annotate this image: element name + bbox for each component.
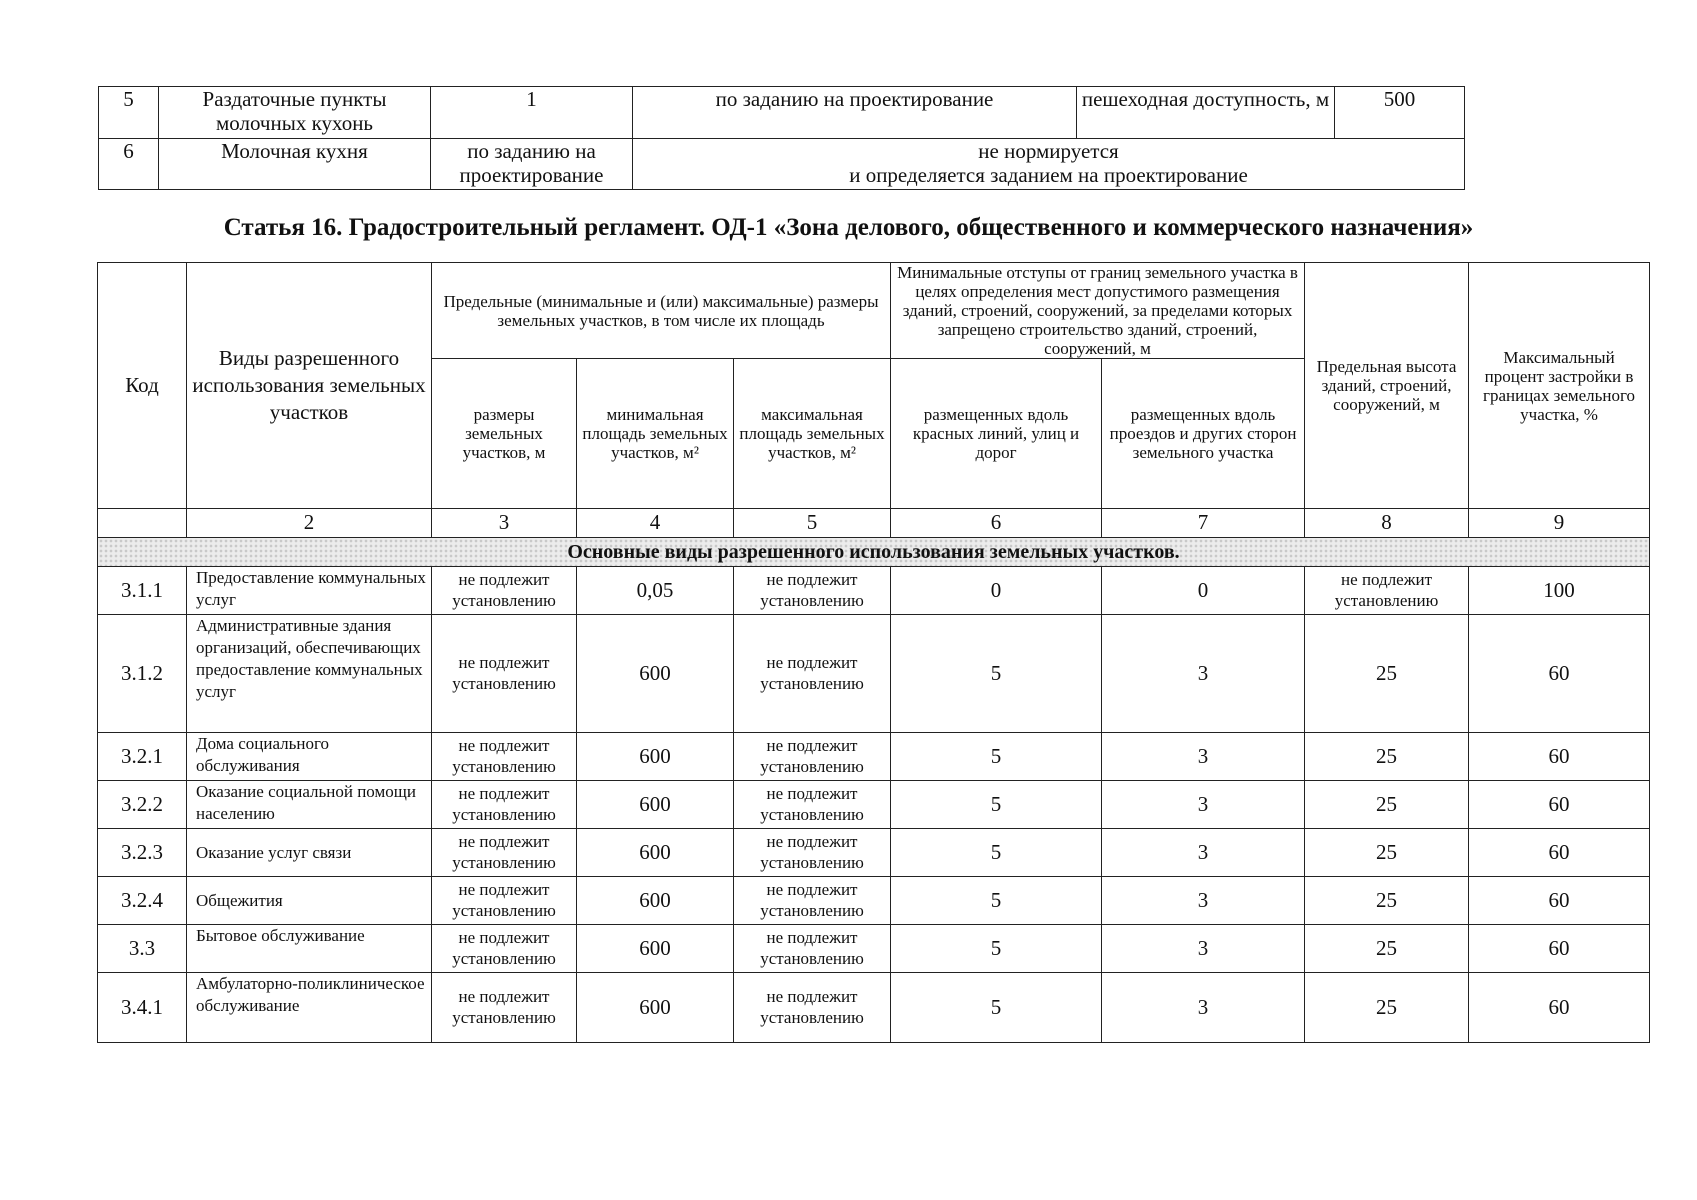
max-height: 25 [1305,829,1469,877]
column-number: 9 [1469,509,1650,538]
use-name: Общежития [187,877,432,925]
plot-size: не подлежит установлению [432,733,577,781]
max-area: не подлежит установлению [734,733,891,781]
max-area: не подлежит установлению [734,781,891,829]
use-name: Бытовое обслуживание [187,925,432,973]
use-code: 3.2.3 [98,829,187,877]
column-number: 5 [734,509,891,538]
header-max-area: максимальная площадь земельных участков, м² [734,359,891,509]
previous-table [98,86,1465,190]
plot-size: не подлежит установлению [432,781,577,829]
min-area: 600 [577,615,734,733]
setback-other: 3 [1102,925,1305,973]
header-setback-red-lines: размещенных вдоль красных линий, улиц и дорог [891,359,1102,509]
table-row [98,877,1650,925]
max-coverage: 60 [1469,925,1650,973]
table-row [98,733,1650,781]
header-min-area: минимальная площадь земельных участков, м² [577,359,734,509]
max-coverage: 60 [1469,733,1650,781]
setback-red-lines: 5 [891,877,1102,925]
max-height: 25 [1305,877,1469,925]
use-code: 3.1.1 [98,567,187,615]
header-plot-limits: Предельные (минимальные и (или) максимальные) размеры земельных участков, в том числе их площадь [432,263,891,359]
norm-value: по заданию на проектирование [431,139,633,190]
column-number: 3 [432,509,577,538]
note-line: и определяется заданием на проектирование [849,163,1248,188]
setback-red-lines: 5 [891,829,1102,877]
setback-red-lines: 5 [891,781,1102,829]
header-code: Код [98,263,187,509]
min-area: 600 [577,973,734,1043]
max-area: не подлежит установлению [734,615,891,733]
setback-other: 3 [1102,829,1305,877]
max-height: 25 [1305,973,1469,1043]
use-name: Амбулаторно-поликлиническое обслуживание [187,973,432,1043]
use-code: 3.2.1 [98,733,187,781]
column-number: 2 [187,509,432,538]
max-area: не подлежит установлению [734,925,891,973]
use-code: 3.3 [98,925,187,973]
basis: по заданию на проектирование [633,87,1077,139]
min-area: 600 [577,925,734,973]
header-setbacks: Минимальные отступы от границ земельного участка в целях определения мест допустимого размещения зданий, строений, сооружений, за пределами которых запрещено строительство зданий, строений, сооружений, м [891,263,1305,359]
use-name: Дома социального обслуживания [187,733,432,781]
column-number: 7 [1102,509,1305,538]
max-area: не подлежит установлению [734,877,891,925]
min-area: 600 [577,829,734,877]
table-row [99,139,1465,190]
column-number-row [98,509,1650,538]
plot-size: не подлежит установлению [432,877,577,925]
max-area: не подлежит установлению [734,829,891,877]
max-area: не подлежит установлению [734,973,891,1043]
use-name: Оказание социальной помощи населению [187,781,432,829]
max-coverage: 60 [1469,781,1650,829]
facility-name: Раздаточные пункты молочных кухонь [159,87,431,139]
column-number [98,509,187,538]
header-setback-other: размещенных вдоль проездов и других сторон земельного участка [1102,359,1305,509]
plot-size: не подлежит установлению [432,829,577,877]
use-name: Административные здания организаций, обеспечивающих предоставление коммунальных услуг [187,615,432,733]
setback-other: 0 [1102,567,1305,615]
setback-other: 3 [1102,733,1305,781]
indicator-value: 500 [1335,87,1465,139]
header-use-types: Виды разрешенного использования земельных участков [187,263,432,509]
setback-other: 3 [1102,973,1305,1043]
article-title: Статья 16. Градостроительный регламент. ОД-1 «Зона делового, общественного и коммерческого назначения» [223,214,1474,241]
setback-red-lines: 5 [891,973,1102,1043]
section-title: Основные виды разрешенного использования земельных участков. [98,538,1650,567]
plot-size: не подлежит установлению [432,567,577,615]
plot-size: не подлежит установлению [432,973,577,1043]
table-row [98,829,1650,877]
use-code: 3.2.4 [98,877,187,925]
setback-red-lines: 5 [891,733,1102,781]
min-area: 600 [577,877,734,925]
use-name: Предоставление коммунальных услуг [187,567,432,615]
table-row [99,87,1465,139]
use-name: Оказание услуг связи [187,829,432,877]
table-row [98,973,1650,1043]
table-row [98,781,1650,829]
setback-other: 3 [1102,781,1305,829]
max-coverage: 60 [1469,973,1650,1043]
use-code: 3.4.1 [98,973,187,1043]
plot-size: не подлежит установлению [432,615,577,733]
max-height: 25 [1305,925,1469,973]
row-number: 5 [99,87,159,139]
table-row [98,567,1650,615]
max-coverage: 100 [1469,567,1650,615]
header-plot-size: размеры земельных участков, м [432,359,577,509]
max-height: не подлежит установлению [1305,567,1469,615]
setback-red-lines: 5 [891,925,1102,973]
section-header-row [98,538,1650,567]
setback-other: 3 [1102,615,1305,733]
merged-note [633,139,1465,190]
plot-size: не подлежит установлению [432,925,577,973]
max-height: 25 [1305,615,1469,733]
setback-red-lines: 5 [891,615,1102,733]
column-number: 6 [891,509,1102,538]
norm-value: 1 [431,87,633,139]
min-area: 0,05 [577,567,734,615]
facility-name: Молочная кухня [159,139,431,190]
header-max-height: Предельная высота зданий, строений, сооружений, м [1305,263,1469,509]
column-number: 4 [577,509,734,538]
max-coverage: 60 [1469,829,1650,877]
max-coverage: 60 [1469,877,1650,925]
note-line: не нормируется [978,139,1119,163]
min-area: 600 [577,781,734,829]
max-coverage: 60 [1469,615,1650,733]
table-row [98,925,1650,973]
table-row [98,615,1650,733]
regulation-table [97,262,1650,1043]
max-height: 25 [1305,781,1469,829]
header-max-coverage: Максимальный процент застройки в границах земельного участка, % [1469,263,1650,509]
max-height: 25 [1305,733,1469,781]
row-number: 6 [99,139,159,190]
use-code: 3.2.2 [98,781,187,829]
use-code: 3.1.2 [98,615,187,733]
setback-red-lines: 0 [891,567,1102,615]
max-area: не подлежит установлению [734,567,891,615]
setback-other: 3 [1102,877,1305,925]
column-number: 8 [1305,509,1469,538]
min-area: 600 [577,733,734,781]
indicator: пешеходная доступность, м [1077,87,1335,139]
